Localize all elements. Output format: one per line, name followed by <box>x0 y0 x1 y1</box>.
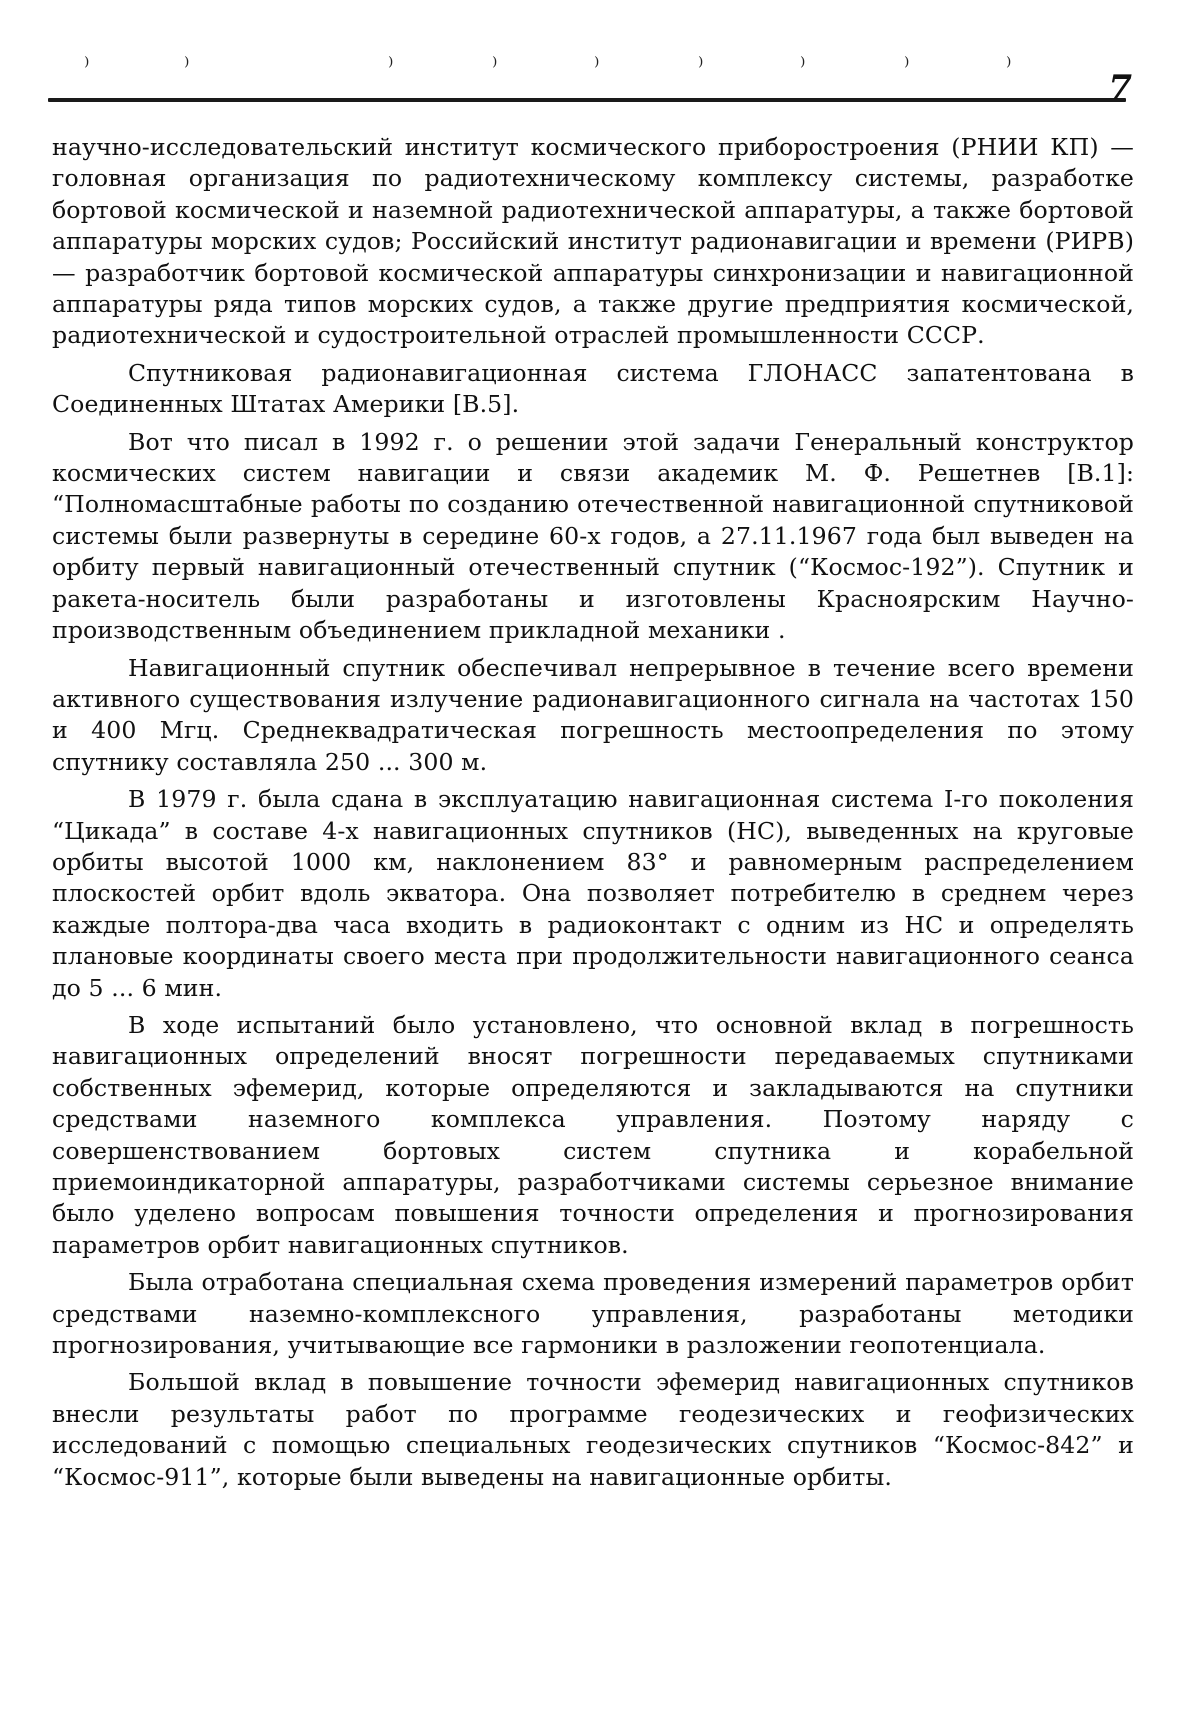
binding-mark: ⁾ <box>800 54 806 79</box>
paragraph-4: Навигационный спутник обеспечивал непрерывное в течение всего времени активного существования излучение радионавигационного сигнала на частотах 150 и 400 Мгц. Среднеквадратическая погрешность местоопределения по этому спутнику составляла 250 ... 300 м. <box>52 653 1134 776</box>
page-header <box>48 40 1132 110</box>
paragraph-2: Спутниковая радионавигационная система ГЛОНАСС запатентована в Соединенных Штатах Америки [В.5]. <box>52 358 1134 419</box>
paragraph-5: В 1979 г. была сдана в эксплуатацию навигационная система I-го поколения “Цикада” в составе 4-х навигационных спутников (НС), выведенных на круговые орбиты высотой 1000 км, наклонением 83° и равномерным распределением плоскостей орбит вдоль экватора. Она позволяет потребителю в среднем через каждые полтора-два часа входить в радиоконтакт с одним из НС и определять плановые координаты своего места при продолжительности навигационного сеанса до 5 ... 6 мин. <box>52 785 1134 1002</box>
header-rule <box>48 98 1126 102</box>
binding-mark: ⁾ <box>492 54 498 79</box>
binding-mark: ⁾ <box>594 54 600 79</box>
paragraph-1: научно-исследовательский институт космического приборостроения (РНИИ КП) — головная организация по радиотехническому комплексу системы, разработке бортовой космической и наземной радиотехнической аппаратуры, а также бортовой аппаратуры морских судов; Российский институт радионавигации и времени (РИРВ) — разработчик бортовой космической аппаратуры синхронизации и навигационной аппаратуры ряда типов морских судов, а также другие предприятия космической, радиотехнической и судостроительной отраслей промышленности СССР. <box>52 133 1134 350</box>
binding-mark: ⁾ <box>698 54 704 79</box>
paragraph-8: Большой вклад в повышение точности эфемерид навигационных спутников внесли результаты работ по программе геодезических и геофизических исследований с помощью специальных геодезических спутников “Космос-842” и “Космос-911”, которые были выведены на навигационные орбиты. <box>52 1368 1134 1491</box>
binding-mark: ⁾ <box>1006 54 1012 79</box>
binding-mark: ⁾ <box>184 54 190 79</box>
binding-mark: ⁾ <box>904 54 910 79</box>
paragraph-3: Вот что писал в 1992 г. о решении этой задачи Генеральный конструктор космических систем навигации и связи академик М. Ф. Решетнев [В.1]: “Полномасштабные работы по созданию отечественной навигационной спутниковой системы были развернуты в середине 60-х годов, а 27.11.1967 года был выведен на орбиту первый навигационный отечественный спутник (“Космос-192”). Спутник и ракета-носитель были разработаны и изготовлены Красноярским Научно-производственным объединением прикладной механики . <box>52 427 1134 645</box>
binding-mark: ⁾ <box>84 54 90 79</box>
binding-mark: ⁾ <box>388 54 394 79</box>
page-number: 7 <box>1108 68 1132 108</box>
paragraph-7: Была отработана специальная схема проведения измерений параметров орбит средствами наземно-комплексного управления, разработаны методики прогнозирования, учитывающие все гармоники в разложении геопотенциала. <box>52 1268 1134 1360</box>
paragraph-6: В ходе испытаний было установлено, что основной вклад в погрешность навигационных определений вносят погрешности передаваемых спутниками собственных эфемерид, которые определяются и закладываются на спутники средствами наземного комплекса управления. Поэтому наряду с совершенствованием бортовых систем спутника и корабельной приемоиндикаторной аппаратуры, разработчиками системы серьезное внимание было уделено вопросам повышения точности определения и прогнозирования параметров орбит навигационных спутников. <box>52 1010 1134 1259</box>
body-text <box>52 132 1134 1499</box>
